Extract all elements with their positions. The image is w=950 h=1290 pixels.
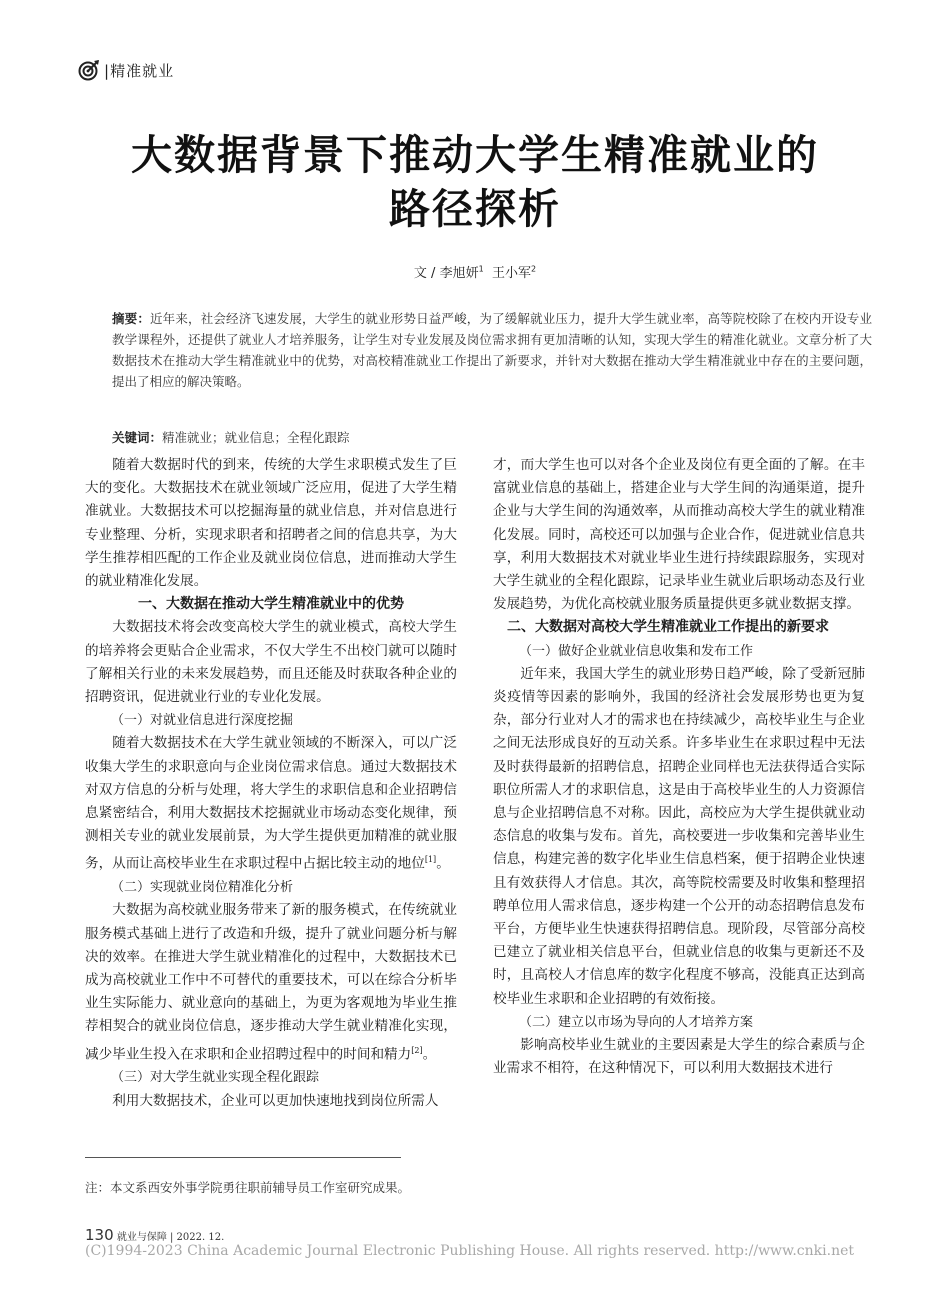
title-line-1: 大数据背景下推动大学生精准就业的 xyxy=(131,131,819,179)
article-title xyxy=(60,128,890,236)
abstract-label: 摘要： xyxy=(112,311,151,326)
footnote: 注：本文系西安外事学院勇往职前辅导员工作室研究成果。 xyxy=(85,1180,411,1195)
subsection-heading: （一）做好企业就业信息收集和发布工作 xyxy=(519,643,754,659)
title-line-2: 路径探析 xyxy=(389,185,561,233)
section-label: |精准就业 xyxy=(104,61,175,80)
abstract xyxy=(112,308,872,392)
paragraph: 大数据技术将会改变高校大学生的就业模式，高校大学生的培养将会更贴合企业需求，不仅大学生不出校门就可以随时了解相关行业的未来发展趋势，而且还能及时获取各种企业的招聘资讯，促进就业行业的专业化发展。 xyxy=(85,619,457,706)
page-footer: 130 就业与保障 | 2022. 12. xyxy=(85,1226,225,1244)
author-1: 李旭妍 xyxy=(439,266,479,281)
author-line: 文 / 李旭妍$^1$ 王小军$^2$ xyxy=(413,264,537,281)
author-2: 王小军 xyxy=(491,266,531,281)
abstract-text: 近年来，社会经济飞速发展，大学生的就业形势日益严峻，为了缓解就业压力，提升大学生就业率，高等院校除了在校内开设专业教学课程外，还提供了就业人才培养服务，让学生对专业发展及岗位需求拥有更加清晰的认知，实现大学生的精准化就业。文章分析了大数据技术在推动大学生精准就业中的优势，对高校精准就业工作提出了新要求，并针对大数据在推动大学生精准就业中存在的主要问题，提出了相应的解决策略。 xyxy=(112,311,872,389)
copyright-watermark: (C)1994-2023 China Academic Journal Electronic Publishing House. All rights reserved. http://www.cnki.net xyxy=(85,1243,855,1259)
keywords-text: 精准就业；就业信息；全程化跟踪 xyxy=(162,430,350,445)
column-logo-icon xyxy=(78,59,100,81)
keywords xyxy=(112,428,872,448)
subsection-heading: （三）对大学生就业实现全程化跟踪 xyxy=(111,1070,320,1086)
left-column xyxy=(85,454,457,1113)
paragraph: 影响高校毕业生就业的主要因素是大学生的综合素质与企业需求不相符，在这种情况下，可以利用大数据技术进行 xyxy=(493,1037,865,1077)
issue-date: 2022. 12. xyxy=(173,1232,225,1243)
paragraph: 随着大数据时代的到来，传统的大学生求职模式发生了巨大的变化。大数据技术在就业领域广泛应用，促进了大学生精准就业。大数据技术可以挖掘海量的就业信息，并对信息进行专业整理、分析，实现求职者和招聘者之间的信息共享，为大学生推荐相匹配的工作企业及就业岗位信息，进而推动大学生的就业精准化发展。 xyxy=(85,457,457,590)
paragraph: 利用大数据技术，企业可以更加快速地找到岗位所需人 xyxy=(112,1092,439,1109)
subsection-heading: （二）建立以市场为导向的人才培养方案 xyxy=(519,1014,754,1030)
footnote-divider xyxy=(85,1157,401,1158)
keywords-label: 关键词： xyxy=(112,430,163,445)
right-column xyxy=(493,454,865,1080)
section-heading-2: 二、大数据对高校大学生精准就业工作提出的新要求 xyxy=(507,619,829,636)
paragraph: 才，而大学生也可以对各个企业及岗位有更全面的了解。在丰富就业信息的基础上，搭建企业与大学生间的沟通渠道，提升企业与大学生间的沟通效率，从而推动高校大学生的就业精准化发展。同时，高校还可以加强与企业合作，促进就业信息共享，利用大数据技术对就业毕业生进行持续跟踪服务，实现对大学生就业的全程化跟踪，记录毕业生就业后职场动态及行业发展趋势，为优化高校就业服务质量提供更多就业数据支撑。 xyxy=(493,457,865,613)
section-heading-1: 一、大数据在推动大学生精准就业中的优势 xyxy=(138,596,404,613)
page-number: 130 xyxy=(85,1226,114,1244)
page-header xyxy=(78,58,174,82)
paragraph: 近年来，我国大学生的就业形势日趋严峻，除了受新冠肺炎疫情等因素的影响外，我国的经济社会发展形势也更为复杂，部分行业对人才的需求也在持续减少，高校毕业生与企业之间无法形成良好的互动关系。许多毕业生在求职过程中无法及时获得最新的招聘信息，招聘企业同样也无法获得适合实际职位所需人才的求职信息，这是由于高校毕业生的人力资源信息与企业招聘信息不对称。因此，高校应为大学生提供就业动态信息的收集与发布。首先，高校要进一步收集和完善毕业生信息，构建完善的数字化毕业生信息档案，便于招聘企业快速且有效获得人才信息。其次，高等院校需要及时收集和整理招聘单位用人需求信息，逐步构建一个公开的动态招聘信息发布平台，方便毕业生快速获得招聘信息。现阶段，尽管部分高校已建立了就业相关信息平台，但就业信息的收集与更新还不及时，且高校人才信息库的数字化程度不够高，没能真正达到高校毕业生求职和企业招聘的有效衔接。 xyxy=(493,665,865,1007)
paragraph: 大数据为高校就业服务带来了新的服务模式，在传统就业服务模式基础上进行了改造和升级，提升了就业问题分析与解决的效率。在推进大学生就业精准化的过程中，大数据技术已成为高校就业工作中不可替代的重要技术，可以在综合分析毕业生实际能力、就业意向的基础上，为更为客观地为毕业生推荐相契合的就业岗位信息，逐步推动大学生就业精准化实现，减少毕业生投入在求职和企业招聘过程中的时间和精力[2]。 xyxy=(85,902,457,1063)
subsection-heading: （二）实现就业岗位精准化分析 xyxy=(111,880,294,896)
subsection-heading: （一）对就业信息进行深度挖掘 xyxy=(111,713,294,729)
citation-1: [1] xyxy=(424,855,437,865)
paragraph: 随着大数据技术在大学生就业领域的不断深入，可以广泛收集大学生的求职意向与企业岗位需求信息。通过大数据技术对双方信息的分析与处理，将大学生的求职信息和企业招聘信息紧密结合，利用大数据技术挖掘就业市场动态变化规律，预测相关专业的就业发展前景，为大学生提供更加精准的就业服务，从而让高校毕业生在求职过程中占据比较主动的地位[1]。 xyxy=(85,735,457,872)
journal-name: 就业与保障 xyxy=(113,1232,170,1243)
citation-2: [2] xyxy=(411,1045,423,1055)
